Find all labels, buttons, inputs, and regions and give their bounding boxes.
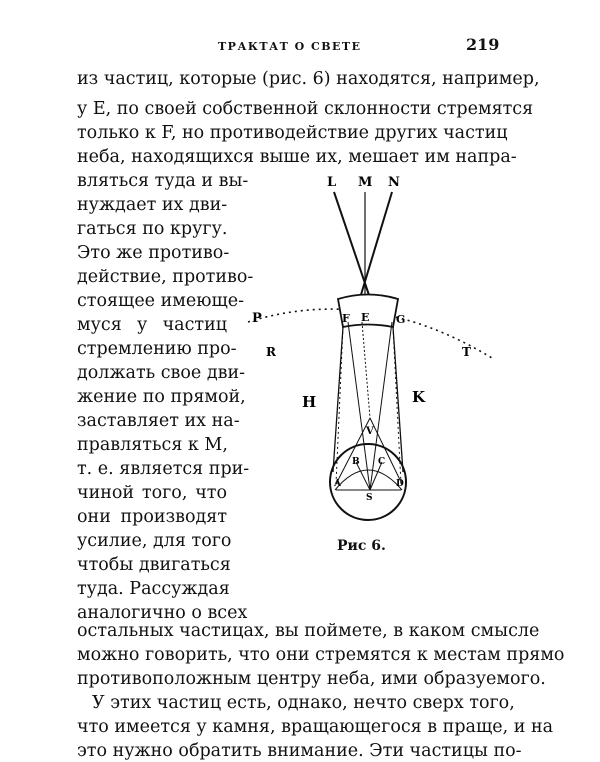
text-line: должать свое дви- — [77, 363, 246, 383]
text-line: из частиц, которые (рис. 6) находятся, например, — [77, 69, 540, 89]
text-line: можно говорить, что они стремятся к местам прямо — [77, 645, 565, 665]
text-line: вляться туда и вы- — [77, 171, 249, 191]
text-line: туда. Рассуждая — [77, 579, 230, 599]
label-F: F — [342, 312, 350, 325]
figure-6-diagram — [230, 172, 500, 567]
label-E: E — [361, 311, 370, 324]
label-N: N — [388, 175, 400, 190]
text-line: усилие, для того — [77, 531, 232, 551]
page-number: 219 — [466, 35, 500, 54]
text-line: это нужно обратить внимание. Эти частицы по- — [77, 741, 522, 761]
label-V: V — [366, 426, 374, 437]
label-B: B — [352, 457, 360, 467]
text-line: стоящее имеющe- — [77, 291, 245, 311]
running-header: ТРАКТАТ О СВЕТЕ — [218, 40, 362, 53]
text-line: гаться по кругу. — [77, 219, 228, 239]
text-line: противоположным центру неба, ими образуемого. — [77, 669, 546, 689]
label-A: A — [334, 479, 341, 489]
text-line: аналогично о всех — [77, 603, 248, 623]
text-line: чтобы двигаться — [77, 555, 231, 575]
label-G: G — [396, 313, 406, 326]
figure-caption: Рис 6. — [337, 538, 386, 554]
label-P: P — [252, 311, 262, 326]
cone-left — [333, 327, 343, 472]
text-line: стремлению про- — [77, 339, 237, 359]
label-C: C — [378, 457, 386, 467]
label-R: R — [266, 345, 276, 359]
text-line: у E, по своей собственной склонности стремятся — [77, 99, 534, 119]
text-line: правляться к M, — [77, 435, 228, 455]
text-line: чиной того, что — [77, 483, 227, 503]
line-E-V — [362, 322, 370, 418]
text-line: Это же противо- — [77, 243, 230, 263]
label-D: D — [396, 479, 404, 489]
label-M: M — [358, 175, 373, 190]
label-H: H — [302, 393, 317, 411]
text-line: муся у частиц — [77, 315, 227, 335]
text-line: они производят — [77, 507, 227, 527]
text-line: только к F, но противодействие других частиц — [77, 123, 508, 143]
text-line: действие, противо- — [77, 267, 254, 287]
label-T: T — [462, 345, 471, 359]
label-K: K — [412, 388, 426, 406]
text-line: заставляет их на- — [77, 411, 240, 431]
text-line: нуждает их дви- — [77, 195, 228, 215]
text-line: что имеется у камня, вращающегося в праще, и на — [77, 717, 554, 737]
label-L: L — [327, 175, 337, 190]
text-line: т. е. является при- — [77, 459, 250, 479]
text-line: остальных частицах, вы поймете, в каком смысле — [77, 621, 540, 641]
text-line: неба, находящихся выше их, мешает им напра- — [77, 147, 517, 167]
text-line: жение по прямой, — [77, 387, 246, 407]
text-line: У этих частиц есть, однако, нечто сверх того, — [92, 693, 515, 713]
label-S: S — [366, 493, 373, 503]
